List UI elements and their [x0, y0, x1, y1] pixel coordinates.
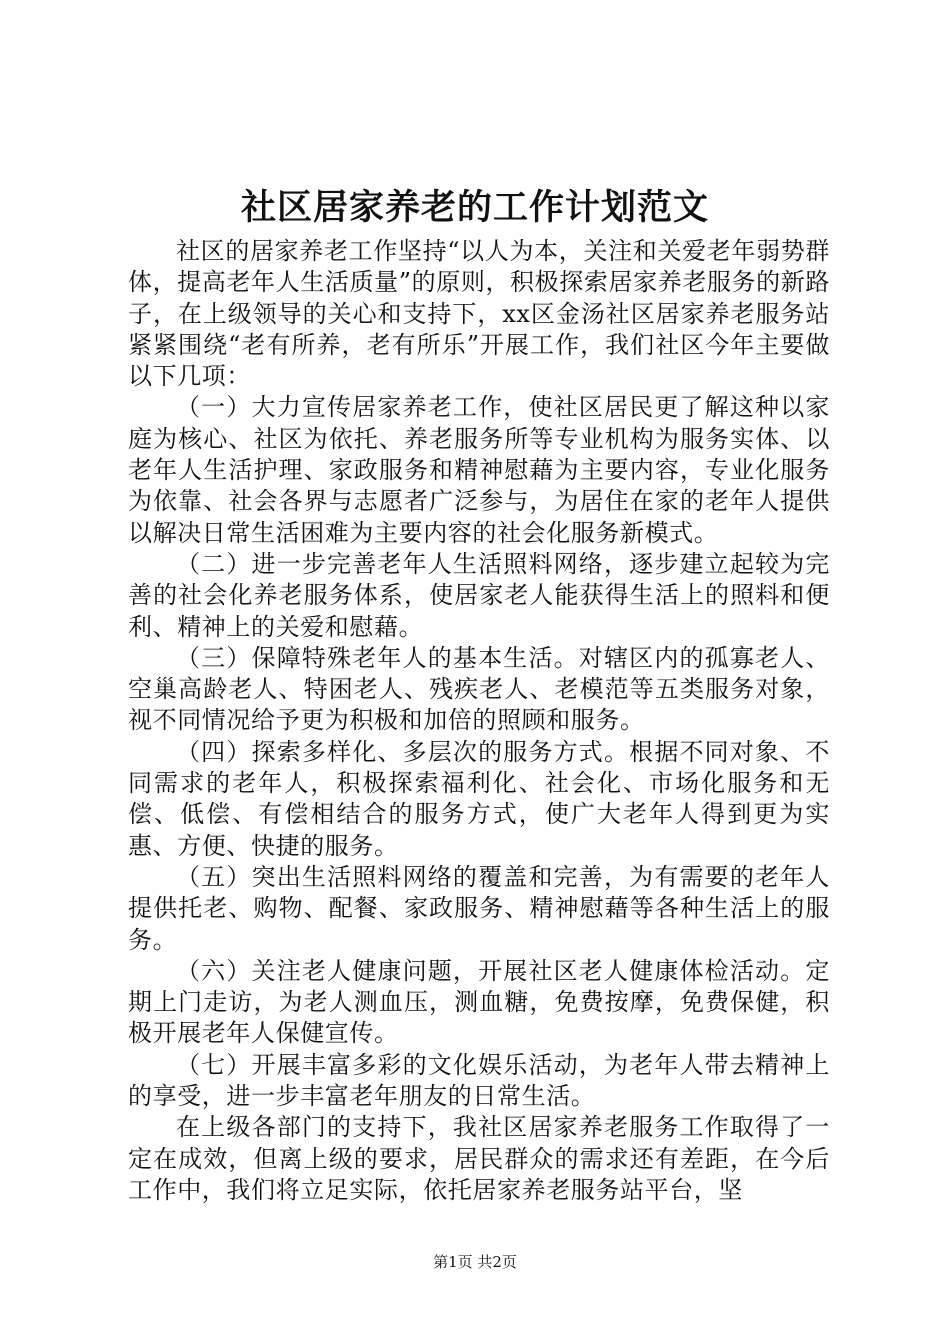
paragraph-intro: 社区的居家养老工作坚持“以人为本，关注和关爱老年弱势群体，提高老年人生活质量”的原则，积极探索居家养老服务的新路子，在上级领导的关心和支持下，xx区金汤社区居家养老服务站紧紧围绕“老有所养，老有所乐”开展工作，我们社区今年主要做以下几项：	[128, 237, 830, 391]
paragraph-conclusion: 在上级各部门的支持下，我社区居家养老服务工作取得了一定在成效，但离上级的要求，居民群众的需求还有差距，在今后工作中，我们将立足实际，依托居家养老服务站平台，坚	[128, 1113, 830, 1204]
paragraph-item-7: （七）开展丰富多彩的文化娱乐活动，为老年人带去精神上的享受，进一步丰富老年朋友的日常生活。	[128, 1050, 830, 1111]
paragraph-item-5: （五）突出生活照料网络的覆盖和完善，为有需要的老年人提供托老、购物、配餐、家政服务、精神慰藉等各种生活上的服务。	[128, 862, 830, 954]
paragraph-item-1: （一）大力宣传居家养老工作，使社区居民更了解这种以家庭为核心、社区为依托、养老服务所等专业机构为服务实体、以老年人生活护理、家政服务和精神慰藉为主要内容，专业化服务为依靠、社会各界与志愿者广泛参与，为居住在家的老年人提供以解决日常生活困难为主要内容的社会化服务新模式。	[128, 393, 830, 547]
paragraph-item-3: （三）保障特殊老年人的基本生活。对辖区内的孤寡老人、空巢高龄老人、特困老人、残疾老人、老模范等五类服务对象，视不同情况给予更为积极和加倍的照顾和服务。	[128, 643, 830, 735]
paragraph-item-6: （六）关注老人健康问题，开展社区老人健康体检活动。定期上门走访，为老人测血压，测血糖，免费按摩，免费保健，积极开展老年人保健宣传。	[128, 956, 830, 1048]
paragraph-item-2: （二）进一步完善老年人生活照料网络，逐步建立起较为完善的社会化养老服务体系，使居家老人能获得生活上的照料和便利、精神上的关爱和慰藉。	[128, 549, 830, 641]
document-body	[128, 236, 830, 1206]
page-footer: 第1页 共2页	[433, 1253, 517, 1271]
paragraph-item-4: （四）探索多样化、多层次的服务方式。根据不同对象、不同需求的老年人，积极探索福利化、社会化、市场化服务和无偿、低偿、有偿相结合的服务方式，使广大老年人得到更为实惠、方便、快捷的服务。	[128, 737, 830, 860]
document-title: 社区居家养老的工作计划范文	[240, 187, 709, 228]
